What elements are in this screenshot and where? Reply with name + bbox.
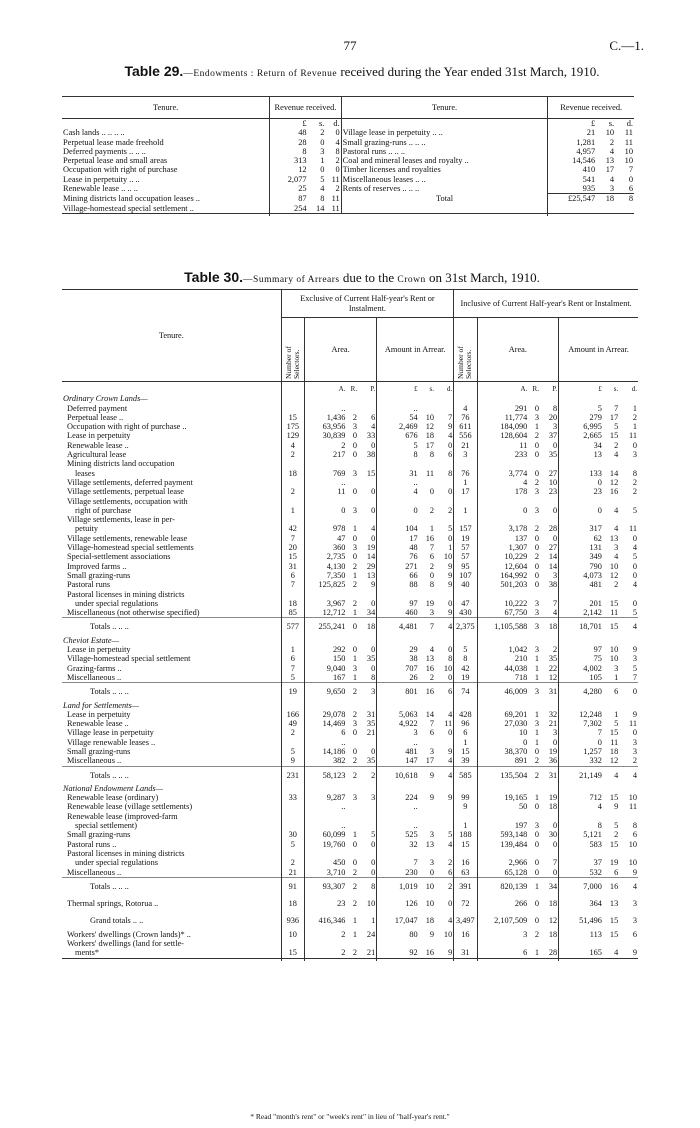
table-row: Village settlements, deferred payment .. .. 1 4 2 10 0 12 2 <box>67 477 637 487</box>
totals-row: Totals .. .. .. 19 9,650 2 3 801 16 6 74 46,009 3 31 4,280 6 0 <box>62 683 638 701</box>
table-row: Perpetual lease .. 15 1,436 2 6 54 10 7 76 11,774 3 20 279 17 2 <box>67 412 637 422</box>
totals-row: Totals .. .. .. 577 255,241 0 18 4,481 7 4 2,375 1,105,588 3 18 18,701 15 4 <box>62 618 638 636</box>
table-row: Miscellaneous .. 5 167 1 8 26 2 0 19 718 1 12 105 1 7 <box>67 672 637 682</box>
table-row: Pastoral runs 7 125,825 2 9 88 8 9 40 501,203 0 38 481 2 4 <box>67 580 637 590</box>
section-heading: Ordinary Crown Lands— <box>62 394 638 403</box>
table-row: Perpetual lease made freehold 28 0 4 Small grazing-runs .. .. .. 1,281 2 11 <box>63 137 633 147</box>
table-row: Workers' dwellings (land for settle- ments* 15 2 2 21 92 16 9 31 6 1 28 165 4 9 <box>67 939 637 958</box>
table-row: Lease in perpetuity .. .. 2,077 5 11 Miscellaneous leases .. .. 541 4 0 <box>63 174 633 184</box>
table-row: Deferred payment .. .. 4 291 0 8 5 7 1 <box>67 403 637 413</box>
table-row: Deferred payments .. .. .. 8 3 8 Pastoral runs .. .. .. 4,957 4 10 <box>63 146 633 156</box>
table-row: Village settlements, perpetual lease 2 11 0 0 4 0 0 17 178 3 23 23 16 2 <box>67 487 637 497</box>
table-row: Village-homestead special settlement .. 254 14 11 <box>62 204 634 214</box>
section-heading: Land for Settlements— <box>62 701 638 710</box>
table-row: Miscellaneous .. 21 3,710 2 0 230 0 6 63 65,128 0 0 532 6 9 <box>67 867 637 877</box>
table-row: £ s. d. £ s. d. <box>62 119 634 129</box>
table-row: Special-settlement associations 15 2,735 0 14 76 6 10 57 10,229 2 14 349 4 5 <box>67 552 637 562</box>
table-row: Miscellaneous (not otherwise specified) 85 12,712 1 34 460 3 9 430 67,750 3 4 2,142 11 5 <box>67 608 637 618</box>
document-code: C.—1. <box>609 38 644 53</box>
section-heading: National Endowment Lands— <box>62 784 638 793</box>
section-heading: Cheviot Estate— <box>62 636 638 645</box>
table-row: Perpetual lease and small areas 313 1 2 Coal and mineral leases and royalty .. 14,546 13 10 <box>63 156 633 166</box>
table-row: Thermal springs, Rotorua .. 18 23 2 10 126 10 0 72 266 0 18 364 13 3 <box>62 895 638 912</box>
table-row: Improved farms .. 31 4,130 2 29 271 2 9 95 12,604 0 14 790 10 0 <box>67 561 637 571</box>
table-29: Tenure. Revenue received. Tenure. Revenue received. £ s. d. £ s. d. Cash lands .. .. .. .. 48 2 0 Village lease in perpetuity .. .. 21 10 11 Perpetual lease made freehold 28 0 4 Small grazing-runs .. .. .. 1,281 2 11 Deferred payments .. .. .. 8 3 8 Pastoral runs .. .. .. 4,957 4 10 Perpetual lease and small areas 313 1 2 Coal and mineral leases and royalty .. 14,546 13 10 Occupation with right of purchase 12 0 0 Timber licenses and royalties 410 17 7 Lease in perpetuity .. .. 2,077 5 11 Miscellaneous leases .. .. 541 4 0 Renewable lease .. .. .. 25 4 2 Rents of reserves .. .. .. 935 3 6 Mining districts land occupation leases .. 87 8 11 Total £25,547 18 8 Village-homestead special settlement .. 254 14 11 <box>62 96 634 216</box>
table-row: Village-homestead special settlement 6 150 1 35 38 13 8 8 210 1 35 75 10 3 <box>67 654 637 664</box>
table-row: Workers' dwellings (Crown lands)* .. 10 2 1 24 80 9 10 16 3 2 18 113 15 6 <box>67 929 637 939</box>
table-row: Mining districts land occupation leases 18 769 3 15 31 11 8 76 3,774 0 27 133 14 8 <box>67 459 637 478</box>
table-row: Renewable lease (ordinary) 33 9,287 3 3 224 9 9 99 19,165 1 19 712 15 10 <box>67 793 637 803</box>
table-row: Lease in perpetuity 166 29,078 2 31 5,063 14 4 428 69,201 1 32 12,248 1 9 <box>67 709 637 719</box>
totals-row: Totals .. .. .. 231 58,123 2 2 10,618 9 4 585 135,504 2 31 21,149 4 4 <box>62 766 638 784</box>
table-row: Village settlements, occupation with right of purchase 1 0 3 0 0 2 2 1 0 3 0 0 4 5 <box>67 496 637 515</box>
totals-row: Totals .. .. .. 91 93,307 2 8 1,019 10 2 391 820,139 1 34 7,000 16 4 <box>62 877 638 895</box>
table-row: Village settlements, renewable lease 7 47 0 0 17 16 0 19 137 0 0 62 13 0 <box>67 533 637 543</box>
table-row: Small grazing-runs 5 14,186 0 0 481 3 9 15 38,370 0 19 1,257 18 3 <box>67 746 637 756</box>
table-row: Small grazing-runs 6 7,350 1 13 66 0 9 107 164,992 0 3 4,073 12 0 <box>67 570 637 580</box>
table-row: Village settlements, lease in per- petuity 42 978 1 4 104 1 5 157 3,178 2 28 317 4 11 <box>67 515 637 534</box>
units-row: A. R. P. £ s. d. A. R. P. £ s. d. <box>62 382 638 395</box>
table-row: Renewable lease .. 49 14,469 3 35 4,922 7 11 96 27,030 3 21 7,302 5 11 <box>67 719 637 729</box>
table-row: Renewable lease .. 4 2 0 0 5 17 0 21 11 0 0 34 2 0 <box>67 440 637 450</box>
table-30-title: Table 30.—Summary of Arrears due to the Crown on 31st March, 1910. <box>184 269 540 285</box>
table-row: Renewable lease (improved-farm special settlement) .. .. 1 197 3 0 8 5 8 <box>67 811 637 831</box>
table-row: Mining districts land occupation leases .. 87 8 11 Total £25,547 18 8 <box>63 193 633 204</box>
table-row: Occupation with right of purchase 12 0 0 Timber licenses and royalties 410 17 7 <box>63 165 633 175</box>
table-row: Pastoral licenses in mining districts under special regulations 2 450 0 0 7 3 2 16 2,966 0 7 37 19 10 <box>67 848 637 868</box>
table-29-title: Table 29.—Endowments : Return of Revenue received during the Year ended 31st March, 1910. <box>124 63 600 79</box>
table-30: Tenure. Exclusive of Current Half-year's Rent or Instalment. Inclusive of Current Half-year's Rent or Instalment. Number of Selectors. Area. Amount in Arrear. Number of Selectors. Area. Amount in Arrear. A. R. P. £ s. d. A. R. P. £ s. d. Ordinary Crown Lands— Deferred payment .. .. 4 291 0 8 5 7 1 Perpetual lease .. 15 1,436 2 6 54 10 7 76 11,774 3 20 279 17 2 Occupation with right of purchase .. 175 63,956 3 4 2,469 12 9 611 184,090 1 3 6,995 5 1 Lease in perpetuity 129 30,839 0 33 676 18 4 556 128,604 2 37 2,665 15 11 Renewable lease .. 4 2 0 0 5 17 0 21 11 0 0 34 2 0 Agricultural lease 2 217 0 38 8 8 6 3 233 0 35 13 4 3 Mining districts land occupation leases 18 769 3 15 31 11 8 76 3,774 0 27 133 14 8 Village settlements, deferred payment .. .. 1 4 2 10 0 12 2 Village settlements, perpetual lease 2 11 0 0 4 0 0 17 178 3 23 23 16 2 Village settlements, occupation with right of purchase 1 0 3 0 0 2 2 1 0 3 0 0 4 5 Village settlements, lease in per- petuity 42 978 1 4 104 1 5 157 3,178 2 28 317 4 11 Village settlements, renewable lease 7 47 0 0 17 16 0 19 137 0 0 62 13 0 Village-homestead special settlements 20 360 3 19 48 7 1 57 1,307 0 27 131 3 4 Special-settlement associations 15 2,735 0 14 76 6 10 57 10,229 2 14 349 4 5 Improved farms .. 31 4,130 2 29 271 2 9 95 12,604 0 14 790 10 0 Small grazing-runs 6 7,350 1 13 66 0 9 107 164,992 0 3 4,073 12 0 Pastoral runs 7 125,825 2 9 88 8 9 40 501,203 0 38 481 2 4 Pastoral licenses in mining districts under special regulations 18 3,967 2 0 97 19 0 47 10,222 3 7 201 15 0 Miscellaneous (not otherwise specified) 85 12,712 1 34 460 3 9 430 67,750 3 4 2,142 11 5 Totals .. .. .. 577 255,241 0 18 4,481 7 4 2,375 1,105,588 3 18 18,701 15 4 Cheviot Estate— Lease in perpetuity 1 292 0 0 29 4 0 5 1,042 3 2 97 10 9 Village-homestead special settlement 6 150 1 35 38 13 8 8 210 1 35 75 10 3 Grazing-farms .. 7 9,040 3 0 707 16 10 42 44,038 1 22 4,002 3 5 Miscellaneous .. 5 167 1 8 26 2 0 19 718 1 12 105 1 7 Totals .. .. .. 19 9,650 2 3 801 16 6 74 46,009 3 31 4,280 6 0 Land for Settlements— Lease in perpetuity 166 29,078 2 31 5,063 14 4 428 69,201 1 32 12,248 1 9 Renewable lease .. 49 14,469 3 35 4,922 7 11 96 27,030 3 21 7,302 5 11 Village lease in perpetuity 2 6 0 21 3 6 0 6 10 1 3 7 15 0 Village renewable leases .. .. .. 1 0 1 0 0 11 3 Small grazing-runs 5 14,186 0 0 481 3 9 15 38,370 0 19 1,257 18 3 Miscellaneous .. 9 382 2 35 147 17 4 39 891 2 36 332 12 2 Totals .. .. .. 231 58,123 2 2 10,618 9 4 585 135,504 2 31 21,149 4 4 National Endowment Lands— Renewable lease (ordinary) 33 9,287 3 3 224 9 9 99 19,165 1 19 712 15 10 Renewable lease (village settlements) .. .. 9 50 0 18 4 9 11 Renewable lease (improved-farm special settlement) .. .. 1 197 3 0 8 5 8 Small grazing-runs 30 60,099 1 5 525 3 5 188 593,148 0 30 5,121 2 6 Pastoral runs .. 5 19,760 0 0 32 13 4 15 139,484 0 0 583 15 10 Pastoral licenses in mining districts under special regulations 2 450 0 0 7 3 2 16 2,966 0 7 37 19 10 Miscellaneous .. 21 3,710 2 0 230 0 6 63 65,128 0 0 532 6 9 Totals .. .. .. 91 93,307 2 8 1,019 10 2 391 820,139 1 34 7,000 16 4 Thermal springs, Rotorua .. 18 23 2 10 126 10 0 72 266 0 18 364 13 3 Grand totals .. .. 936 416,346 1 1 17,047 18 4 3,497 2,107,509 0 12 51,496 15 3 Workers' dwellings (Crown lands)* .. 10 2 1 24 80 9 10 16 3 2 18 113 15 6 Workers' dwellings (land for settle- ments* 15 2 2 21 92 16 9 31 6 1 28 165 4 9 <box>62 289 638 961</box>
table-row: Pastoral runs .. 5 19,760 0 0 32 13 4 15 139,484 0 0 583 15 10 <box>67 839 637 849</box>
table-bottom-rule <box>62 958 638 961</box>
table-row: Lease in perpetuity 1 292 0 0 29 4 0 5 1,042 3 2 97 10 9 <box>67 645 637 655</box>
table-row: Village lease in perpetuity 2 6 0 21 3 6 0 6 10 1 3 7 15 0 <box>67 728 637 738</box>
page-header <box>0 38 700 54</box>
totals-row: Grand totals .. .. 936 416,346 1 1 17,047 18 4 3,497 2,107,509 0 12 51,496 15 3 <box>62 912 638 929</box>
table-row: Lease in perpetuity 129 30,839 0 33 676 18 4 556 128,604 2 37 2,665 15 11 <box>67 431 637 441</box>
page-number: 77 <box>343 38 357 53</box>
table-row: Village renewable leases .. .. .. 1 0 1 0 0 11 3 <box>67 737 637 747</box>
table-row: Renewable lease .. .. .. 25 4 2 Rents of reserves .. .. .. 935 3 6 <box>63 184 633 194</box>
footnote: * Read "month's rent" or "week's rent" in lieu of "half-year's rent." <box>250 1112 450 1121</box>
table-row: Agricultural lease 2 217 0 38 8 8 6 3 233 0 35 13 4 3 <box>67 450 637 460</box>
table-row: Cash lands .. .. .. .. 48 2 0 Village lease in perpetuity .. .. 21 10 11 <box>63 128 633 138</box>
table-row: Small grazing-runs 30 60,099 1 5 525 3 5 188 593,148 0 30 5,121 2 6 <box>67 830 637 840</box>
table-row: Village-homestead special settlements 20 360 3 19 48 7 1 57 1,307 0 27 131 3 4 <box>67 543 637 553</box>
table-row: Renewable lease (village settlements) .. .. 9 50 0 18 4 9 11 <box>67 802 637 812</box>
table-row: Pastoral licenses in mining districts under special regulations 18 3,967 2 0 97 19 0 47 10,222 3 7 201 15 0 <box>67 589 637 608</box>
table-row: Miscellaneous .. 9 382 2 35 147 17 4 39 891 2 36 332 12 2 <box>67 756 637 766</box>
table-row: Grazing-farms .. 7 9,040 3 0 707 16 10 42 44,038 1 22 4,002 3 5 <box>67 663 637 673</box>
table-row: Occupation with right of purchase .. 175 63,956 3 4 2,469 12 9 611 184,090 1 3 6,995 5 1 <box>67 422 637 432</box>
